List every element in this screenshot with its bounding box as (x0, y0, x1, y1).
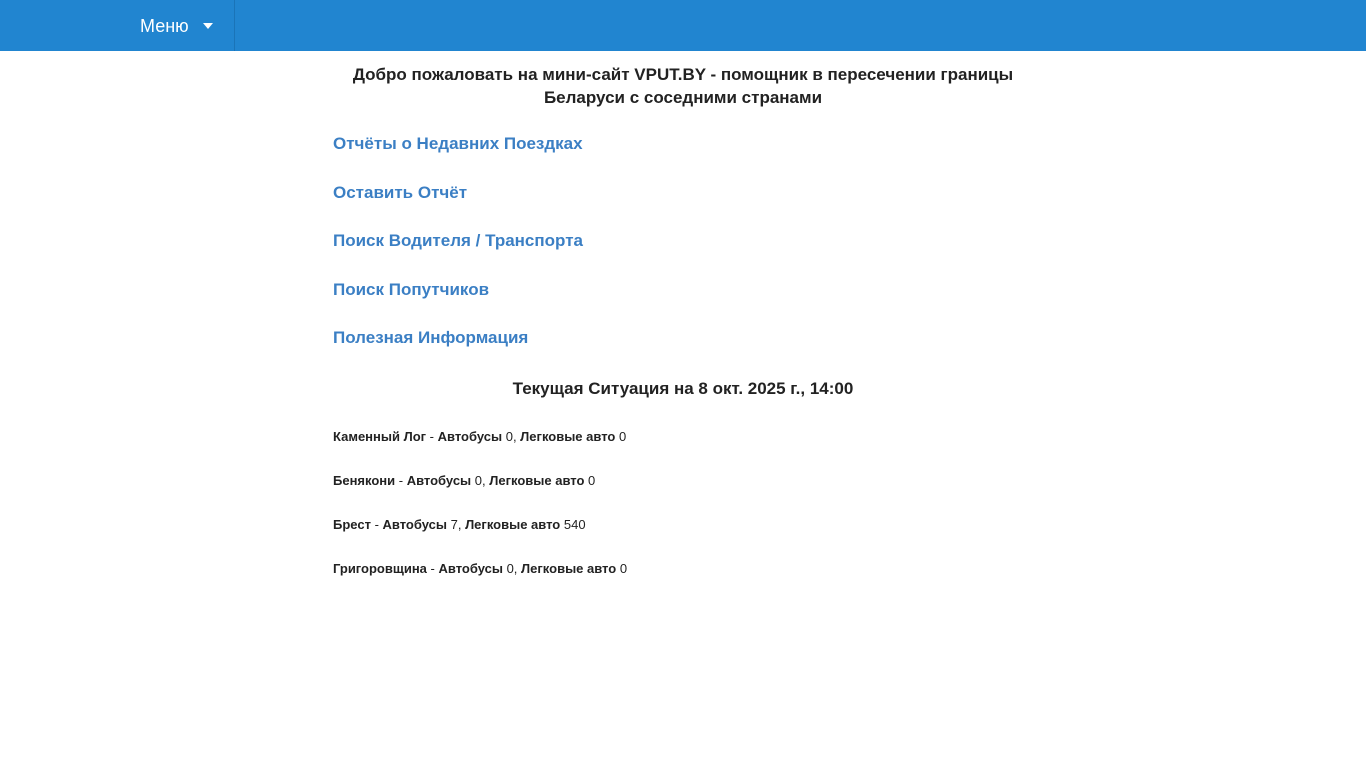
link-find-companions[interactable]: Поиск Попутчиков (333, 279, 490, 299)
situation-heading: Текущая Ситуация на 8 окт. 2025 г., 14:00 (512, 378, 854, 398)
link-useful-info[interactable]: Полезная Информация (333, 328, 529, 347)
buses-count: 0 (505, 428, 513, 444)
list-item (333, 183, 1033, 232)
section-links (333, 134, 1033, 377)
buses-label: Автобусы (382, 516, 447, 532)
link-recent-trips[interactable]: Отчёты о Недавних Поездках (333, 134, 583, 153)
border-name: Бенякони (333, 472, 396, 488)
buses-count: 7 (450, 516, 458, 532)
menu-label: Меню (140, 16, 189, 36)
menu-dropdown-button[interactable] (0, 0, 235, 51)
border-name: Григоровщина (333, 560, 427, 576)
main-content (333, 63, 1033, 604)
top-navbar (0, 0, 1366, 51)
border-row: Бенякони - Автобусы 0, Легковые авто 0 (333, 472, 596, 488)
list-item (333, 328, 1033, 377)
border-name: Брест (333, 516, 371, 532)
border-row: Каменный Лог - Автобусы 0, Легковые авто 0 (333, 428, 627, 444)
cars-label: Легковые авто (520, 428, 616, 444)
border-row: Григоровщина - Автобусы 0, Легковые авто 0 (333, 560, 628, 576)
cars-label: Легковые авто (489, 472, 585, 488)
cars-label: Легковые авто (465, 516, 561, 532)
cars-count: 0 (619, 560, 628, 576)
border-status-list (333, 428, 1033, 604)
link-leave-report[interactable]: Оставить Отчёт (333, 182, 468, 202)
buses-label: Автобусы (406, 472, 472, 488)
welcome-heading: Добро пожаловать на мини-сайт VPUT.BY - помощник в пересечении границы Беларуси с соседними странами (352, 65, 1014, 107)
cars-count: 0 (618, 428, 627, 444)
list-item (333, 231, 1033, 280)
cars-label: Легковые авто (521, 560, 617, 576)
cars-count: 0 (588, 472, 596, 488)
border-row: Брест - Автобусы 7, Легковые авто 540 (333, 516, 586, 532)
list-item (333, 280, 1033, 329)
link-find-driver[interactable]: Поиск Водителя / Транспорта (333, 231, 583, 250)
buses-count: 0 (506, 560, 514, 576)
list-item (333, 134, 1033, 183)
buses-count: 0 (474, 472, 483, 488)
caret-down-icon (203, 23, 213, 29)
buses-label: Автобусы (438, 560, 503, 576)
border-name: Каменный Лог (333, 428, 427, 444)
cars-count: 540 (563, 516, 586, 532)
buses-label: Автобусы (437, 428, 503, 444)
